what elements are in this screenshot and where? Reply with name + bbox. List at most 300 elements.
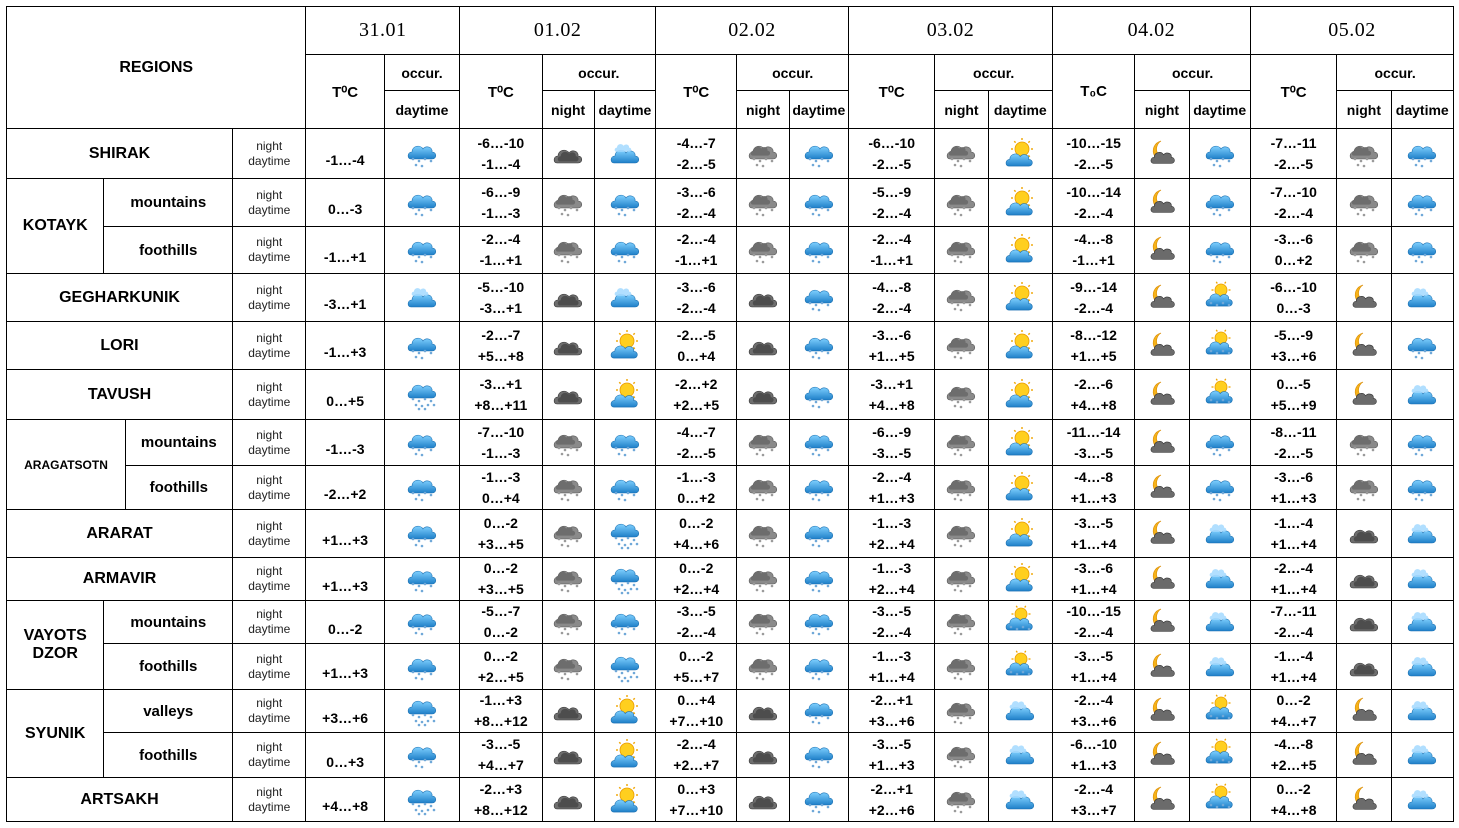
temperature-cell xyxy=(1250,558,1336,601)
night-temperature: -5…-9 xyxy=(872,183,912,200)
moon-cloud-icon xyxy=(1147,605,1177,639)
temperature-value: -3…+1 xyxy=(323,296,367,312)
daytime-label: daytime xyxy=(248,755,291,769)
night-temperature: 0…-2 xyxy=(483,560,518,576)
day-temperature: -2…-5 xyxy=(1274,155,1314,172)
day-weather-cell xyxy=(1391,179,1453,227)
region-name: GEGHARKUNIK xyxy=(7,274,233,322)
night-temperature: -5…-9 xyxy=(1274,326,1314,343)
cloud-heavy-snow-icon xyxy=(407,783,437,817)
day-temperature: +1…+4 xyxy=(1270,668,1317,685)
sun-cloud-icon xyxy=(1005,186,1035,220)
cloud-snow-icon xyxy=(407,738,437,772)
daytime-label: daytime xyxy=(248,202,291,217)
night-temperature: -3…-6 xyxy=(676,278,716,295)
night-weather-cell xyxy=(542,420,594,466)
moon-cloud-icon xyxy=(1349,694,1379,728)
sun-cloud-snow-icon xyxy=(1205,738,1235,772)
temperature-cell xyxy=(1052,733,1134,778)
day-weather-cell xyxy=(988,129,1052,179)
day-temperature: +1…+3 xyxy=(868,489,915,506)
temperature-cell xyxy=(848,129,934,179)
temperature-cell xyxy=(848,466,934,510)
day-weather-cell xyxy=(594,466,655,510)
temperature-value: +3…+6 xyxy=(322,709,369,726)
dark-cloud-snow-icon xyxy=(553,186,583,220)
night-label: night xyxy=(256,651,283,666)
day-weather-cell xyxy=(1189,733,1250,778)
night-weather-cell xyxy=(737,778,789,822)
dark-cloud-snow-icon xyxy=(946,562,976,596)
night-weather-cell xyxy=(1135,778,1189,822)
dark-cloud-icon xyxy=(553,137,583,171)
day-temperature: +4…+8 xyxy=(868,396,915,413)
cloud-snow-icon xyxy=(804,783,834,817)
temperature-value: +4…+8 xyxy=(322,798,369,814)
table-row xyxy=(7,129,1454,179)
day-weather-cell xyxy=(1189,274,1250,322)
day-weather-cell xyxy=(1189,601,1250,644)
subregion-name: foothills xyxy=(125,466,233,510)
night-weather-cell xyxy=(1337,778,1391,822)
day-temperature: +5…+9 xyxy=(1270,396,1317,413)
table-row xyxy=(7,558,1454,601)
day-temperature: +1…+3 xyxy=(1070,489,1117,506)
occurrence-header: occur. xyxy=(935,55,1053,91)
occurrence-header: occur. xyxy=(384,55,459,91)
dark-cloud-snow-icon xyxy=(553,517,583,551)
temperature-value: 0…+5 xyxy=(326,393,364,409)
night-weather-cell xyxy=(935,370,988,420)
cloud-snow-icon xyxy=(804,378,834,412)
day-weather-cell xyxy=(594,778,655,822)
day-weather-cell xyxy=(988,420,1052,466)
night-weather-cell xyxy=(935,690,988,733)
night-header: night xyxy=(935,91,988,129)
night-temperature: 0…-2 xyxy=(679,560,714,576)
temperature-cell xyxy=(656,601,737,644)
night-temperature: -6…-10 xyxy=(1070,736,1117,752)
day-temperature: +1…+4 xyxy=(1270,581,1317,597)
dark-cloud-snow-icon xyxy=(748,186,778,220)
sun-cloud-icon xyxy=(1005,517,1035,551)
day-temperature: -2…-5 xyxy=(1274,444,1314,461)
blue-cloud-icon xyxy=(1407,562,1437,596)
temperature-cell xyxy=(306,601,384,644)
temperature-cell xyxy=(460,227,542,274)
subregion-name: foothills xyxy=(104,227,233,274)
night-temperature: -4…-7 xyxy=(676,423,716,440)
day-weather-cell xyxy=(594,510,655,558)
temperature-cell xyxy=(1250,778,1336,822)
temperature-cell xyxy=(306,690,384,733)
night-weather-cell xyxy=(1135,601,1189,644)
day-weather-cell xyxy=(988,558,1052,601)
night-temperature: 0…+4 xyxy=(677,692,716,708)
night-temperature: -1…-3 xyxy=(481,468,521,485)
day-temperature: -3…-5 xyxy=(1074,444,1114,461)
cloud-snow-icon xyxy=(407,329,437,363)
daytime-label: daytime xyxy=(248,250,291,264)
day-temperature: +3…+6 xyxy=(1070,713,1117,729)
table-row xyxy=(7,733,1454,778)
day-weather-cell xyxy=(1391,733,1453,778)
day-weather-cell xyxy=(1189,510,1250,558)
cloud-snow-icon xyxy=(407,517,437,551)
moon-cloud-icon xyxy=(1349,378,1379,412)
temperature-cell xyxy=(460,420,542,466)
cloud-heavy-snow-icon xyxy=(610,517,640,551)
day-weather-cell xyxy=(1391,690,1453,733)
cloud-snow-icon xyxy=(1205,233,1235,267)
night-temperature: -4…-8 xyxy=(872,278,912,295)
weather-cell xyxy=(384,558,459,601)
moon-cloud-icon xyxy=(1147,650,1177,684)
moon-cloud-icon xyxy=(1147,281,1177,315)
blue-cloud-icon xyxy=(1005,738,1035,772)
cloud-snow-icon xyxy=(804,281,834,315)
day-weather-cell xyxy=(789,322,848,370)
day-temperature: +1…+5 xyxy=(1070,347,1117,364)
day-weather-cell xyxy=(1189,690,1250,733)
night-temperature: -8…-11 xyxy=(1270,423,1317,440)
dark-cloud-snow-icon xyxy=(946,329,976,363)
night-temperature: -1…-3 xyxy=(676,468,716,485)
night-temperature: -2…-4 xyxy=(872,231,912,247)
temperature-cell xyxy=(1052,690,1134,733)
temperature-cell xyxy=(1250,690,1336,733)
night-temperature: -4…-8 xyxy=(1274,736,1314,752)
night-weather-cell xyxy=(935,733,988,778)
sun-cloud-icon xyxy=(610,783,640,817)
cloud-snow-icon xyxy=(804,650,834,684)
dark-cloud-icon xyxy=(1349,650,1379,684)
dark-cloud-snow-icon xyxy=(946,426,976,460)
night-temperature: -2…-4 xyxy=(1074,692,1114,708)
table-row xyxy=(7,690,1454,733)
table-row xyxy=(7,510,1454,558)
temperature-cell xyxy=(460,179,542,227)
temperature-cell xyxy=(306,129,384,179)
day-temperature: -2…-5 xyxy=(872,155,912,172)
night-temperature: -3…-5 xyxy=(1074,514,1114,531)
cloud-snow-icon xyxy=(804,471,834,505)
moon-cloud-icon xyxy=(1349,738,1379,772)
moon-cloud-icon xyxy=(1147,517,1177,551)
night-temperature: -3…-6 xyxy=(676,183,716,200)
dark-cloud-icon xyxy=(1349,605,1379,639)
temperature-cell xyxy=(306,227,384,274)
temperature-cell xyxy=(1250,179,1336,227)
dark-cloud-icon xyxy=(748,694,778,728)
day-weather-cell xyxy=(988,778,1052,822)
moon-cloud-icon xyxy=(1147,137,1177,171)
night-temperature: -10…-15 xyxy=(1066,134,1121,151)
temperature-cell xyxy=(1052,510,1134,558)
region-cell xyxy=(7,601,104,690)
day-temperature: +7…+10 xyxy=(669,713,724,729)
date-header: 05.02 xyxy=(1250,7,1453,55)
day-temperature: +2…+5 xyxy=(1270,757,1317,773)
night-temperature: 0…-2 xyxy=(483,514,518,531)
day-weather-cell xyxy=(1391,227,1453,274)
night-weather-cell xyxy=(542,129,594,179)
daytime-label: daytime xyxy=(248,394,291,409)
cloud-snow-icon xyxy=(804,738,834,772)
temperature-cell xyxy=(848,644,934,690)
period-labels xyxy=(233,420,306,466)
day-weather-cell xyxy=(789,370,848,420)
night-temperature: -6…-9 xyxy=(481,183,521,200)
temperature-cell xyxy=(848,274,934,322)
night-weather-cell xyxy=(737,129,789,179)
subregion-name: foothills xyxy=(104,644,233,690)
day-temperature: -2…-5 xyxy=(676,444,716,461)
night-temperature: -3…+1 xyxy=(479,375,523,392)
night-weather-cell xyxy=(935,179,988,227)
day-temperature: +1…+4 xyxy=(868,668,915,685)
night-temperature: -3…-6 xyxy=(1074,560,1114,576)
night-temperature: -3…+1 xyxy=(870,375,913,392)
dark-cloud-snow-icon xyxy=(553,650,583,684)
night-label: night xyxy=(256,138,283,153)
night-weather-cell xyxy=(1135,690,1189,733)
dark-cloud-icon xyxy=(1349,517,1379,551)
night-weather-cell xyxy=(1135,227,1189,274)
cloud-heavy-snow-icon xyxy=(407,378,437,412)
day-weather-cell xyxy=(1189,370,1250,420)
night-weather-cell xyxy=(1135,733,1189,778)
dark-cloud-snow-icon xyxy=(946,186,976,220)
night-weather-cell xyxy=(737,644,789,690)
day-temperature: -2…-4 xyxy=(872,624,912,640)
night-weather-cell xyxy=(935,466,988,510)
region-cell xyxy=(7,179,104,274)
subregion-name: mountains xyxy=(104,601,233,644)
moon-cloud-icon xyxy=(1349,783,1379,817)
dark-cloud-snow-icon xyxy=(1349,233,1379,267)
night-weather-cell xyxy=(1337,420,1391,466)
night-temperature: -3…-5 xyxy=(481,736,521,752)
day-temperature: +4…+7 xyxy=(477,757,524,773)
temperature-cell xyxy=(848,558,934,601)
night-temperature: -3…-5 xyxy=(872,736,912,752)
day-weather-cell xyxy=(594,274,655,322)
temperature-header: T⁰C xyxy=(656,55,737,129)
night-weather-cell xyxy=(1135,179,1189,227)
night-weather-cell xyxy=(1135,274,1189,322)
weather-cell xyxy=(384,510,459,558)
night-weather-cell xyxy=(935,558,988,601)
night-temperature: 0…-2 xyxy=(1276,780,1311,797)
dark-cloud-icon xyxy=(1349,562,1379,596)
day-temperature: 0…-3 xyxy=(1276,299,1311,316)
table-row xyxy=(7,227,1454,274)
weather-cell xyxy=(384,129,459,179)
night-header: night xyxy=(737,91,789,129)
temperature-cell xyxy=(306,644,384,690)
day-weather-cell xyxy=(789,274,848,322)
dark-cloud-icon xyxy=(553,694,583,728)
night-temperature: -9…-14 xyxy=(1070,278,1117,295)
sun-cloud-icon xyxy=(610,738,640,772)
temperature-value: -1…+1 xyxy=(323,248,367,265)
period-labels xyxy=(233,227,306,274)
dark-cloud-snow-icon xyxy=(946,233,976,267)
table-row xyxy=(7,644,1454,690)
period-labels xyxy=(233,322,306,370)
moon-cloud-icon xyxy=(1147,738,1177,772)
temperature-cell xyxy=(1250,466,1336,510)
cloud-snow-icon xyxy=(804,517,834,551)
dark-cloud-snow-icon xyxy=(946,517,976,551)
night-temperature: -3…-6 xyxy=(1274,231,1314,247)
night-temperature: -1…-4 xyxy=(1274,647,1314,664)
temperature-cell xyxy=(656,510,737,558)
day-temperature: +7…+10 xyxy=(669,801,724,818)
day-temperature: +2…+4 xyxy=(673,581,720,597)
cloud-snow-icon xyxy=(407,137,437,171)
blue-cloud-icon xyxy=(1005,783,1035,817)
day-weather-cell xyxy=(1189,466,1250,510)
day-weather-cell xyxy=(1189,558,1250,601)
dark-cloud-snow-icon xyxy=(946,137,976,171)
temperature-cell xyxy=(848,733,934,778)
day-weather-cell xyxy=(988,466,1052,510)
day-temperature: +3…+6 xyxy=(1270,347,1317,364)
cloud-snow-icon xyxy=(804,426,834,460)
weather-cell xyxy=(384,420,459,466)
night-temperature: -4…-8 xyxy=(1074,468,1114,485)
night-weather-cell xyxy=(737,690,789,733)
moon-cloud-icon xyxy=(1147,426,1177,460)
day-temperature: +1…+4 xyxy=(1270,535,1317,552)
night-weather-cell xyxy=(935,322,988,370)
dark-cloud-snow-icon xyxy=(553,233,583,267)
cloud-snow-icon xyxy=(1407,137,1437,171)
day-weather-cell xyxy=(988,644,1052,690)
sun-cloud-snow-icon xyxy=(1205,281,1235,315)
cloud-snow-icon xyxy=(1407,471,1437,505)
temperature-cell xyxy=(1052,420,1134,466)
day-temperature: 0…+2 xyxy=(677,489,716,506)
night-weather-cell xyxy=(1135,558,1189,601)
night-temperature: -7…-10 xyxy=(477,423,525,440)
day-temperature: +4…+8 xyxy=(1070,396,1117,413)
dark-cloud-icon xyxy=(553,783,583,817)
night-temperature: -5…-7 xyxy=(481,603,521,619)
table-row xyxy=(7,420,1454,466)
sun-cloud-icon xyxy=(610,694,640,728)
night-weather-cell xyxy=(1337,510,1391,558)
sun-cloud-icon xyxy=(1005,562,1035,596)
temperature-cell xyxy=(656,274,737,322)
night-weather-cell xyxy=(737,227,789,274)
night-weather-cell xyxy=(737,466,789,510)
night-weather-cell xyxy=(542,558,594,601)
day-temperature: -1…+1 xyxy=(479,252,523,268)
dark-cloud-snow-icon xyxy=(946,738,976,772)
day-weather-cell xyxy=(988,274,1052,322)
daytime-header: daytime xyxy=(1189,91,1250,129)
day-temperature: +5…+8 xyxy=(477,347,524,364)
day-temperature: +1…+3 xyxy=(1070,757,1117,773)
night-temperature: -3…-6 xyxy=(872,326,912,343)
night-weather-cell xyxy=(1337,179,1391,227)
day-weather-cell xyxy=(594,129,655,179)
cloud-snow-icon xyxy=(1407,426,1437,460)
day-temperature: -1…+1 xyxy=(675,252,718,268)
temperature-cell xyxy=(306,466,384,510)
day-temperature: 0…+2 xyxy=(1274,252,1313,268)
blue-cloud-icon xyxy=(1407,281,1437,315)
temperature-cell xyxy=(1052,778,1134,822)
temperature-cell xyxy=(1052,644,1134,690)
cloud-snow-icon xyxy=(610,605,640,639)
region-name: LORI xyxy=(7,322,233,370)
sun-cloud-icon xyxy=(1005,471,1035,505)
temperature-cell xyxy=(1052,558,1134,601)
cloud-heavy-snow-icon xyxy=(610,562,640,596)
night-weather-cell xyxy=(542,274,594,322)
temperature-header: T⁰C xyxy=(848,55,934,129)
cloud-snow-icon xyxy=(1407,186,1437,220)
day-weather-cell xyxy=(1391,420,1453,466)
day-temperature: -2…-4 xyxy=(1074,204,1114,221)
temperature-cell xyxy=(1052,601,1134,644)
sun-cloud-snow-icon xyxy=(1205,378,1235,412)
period-labels xyxy=(233,733,306,778)
day-temperature: -2…-4 xyxy=(676,624,716,640)
day-temperature: +1…+4 xyxy=(1070,535,1117,552)
daytime-label: daytime xyxy=(248,666,291,681)
moon-cloud-icon xyxy=(1147,378,1177,412)
region-name: ARAGATSOTN xyxy=(24,457,108,472)
night-weather-cell xyxy=(737,179,789,227)
moon-cloud-icon xyxy=(1147,186,1177,220)
day-weather-cell xyxy=(789,466,848,510)
moon-cloud-icon xyxy=(1349,329,1379,363)
blue-cloud-icon xyxy=(1205,562,1235,596)
night-label: night xyxy=(256,607,283,621)
date-header: 31.01 xyxy=(306,7,460,55)
day-temperature: -2…-5 xyxy=(1074,155,1114,172)
temperature-cell xyxy=(656,778,737,822)
day-temperature: 0…+4 xyxy=(481,489,520,506)
temperature-cell xyxy=(1052,274,1134,322)
night-temperature: 0…+3 xyxy=(677,780,716,797)
cloud-snow-icon xyxy=(804,605,834,639)
day-weather-cell xyxy=(594,227,655,274)
day-temperature: +2…+4 xyxy=(868,535,915,552)
night-temperature: -8…-12 xyxy=(1070,326,1117,343)
weather-cell xyxy=(384,179,459,227)
night-temperature: -2…-5 xyxy=(676,326,716,343)
day-weather-cell xyxy=(1189,420,1250,466)
day-temperature: +8…+11 xyxy=(474,396,528,413)
night-weather-cell xyxy=(1135,510,1189,558)
sun-cloud-snow-icon xyxy=(1005,650,1035,684)
temperature-cell xyxy=(306,510,384,558)
temperature-cell xyxy=(1250,370,1336,420)
period-labels xyxy=(233,179,306,227)
temperature-cell xyxy=(460,129,542,179)
subregion-name: mountains xyxy=(104,179,233,227)
day-weather-cell xyxy=(594,322,655,370)
table-row xyxy=(7,370,1454,420)
night-weather-cell xyxy=(1135,420,1189,466)
night-weather-cell xyxy=(1337,690,1391,733)
